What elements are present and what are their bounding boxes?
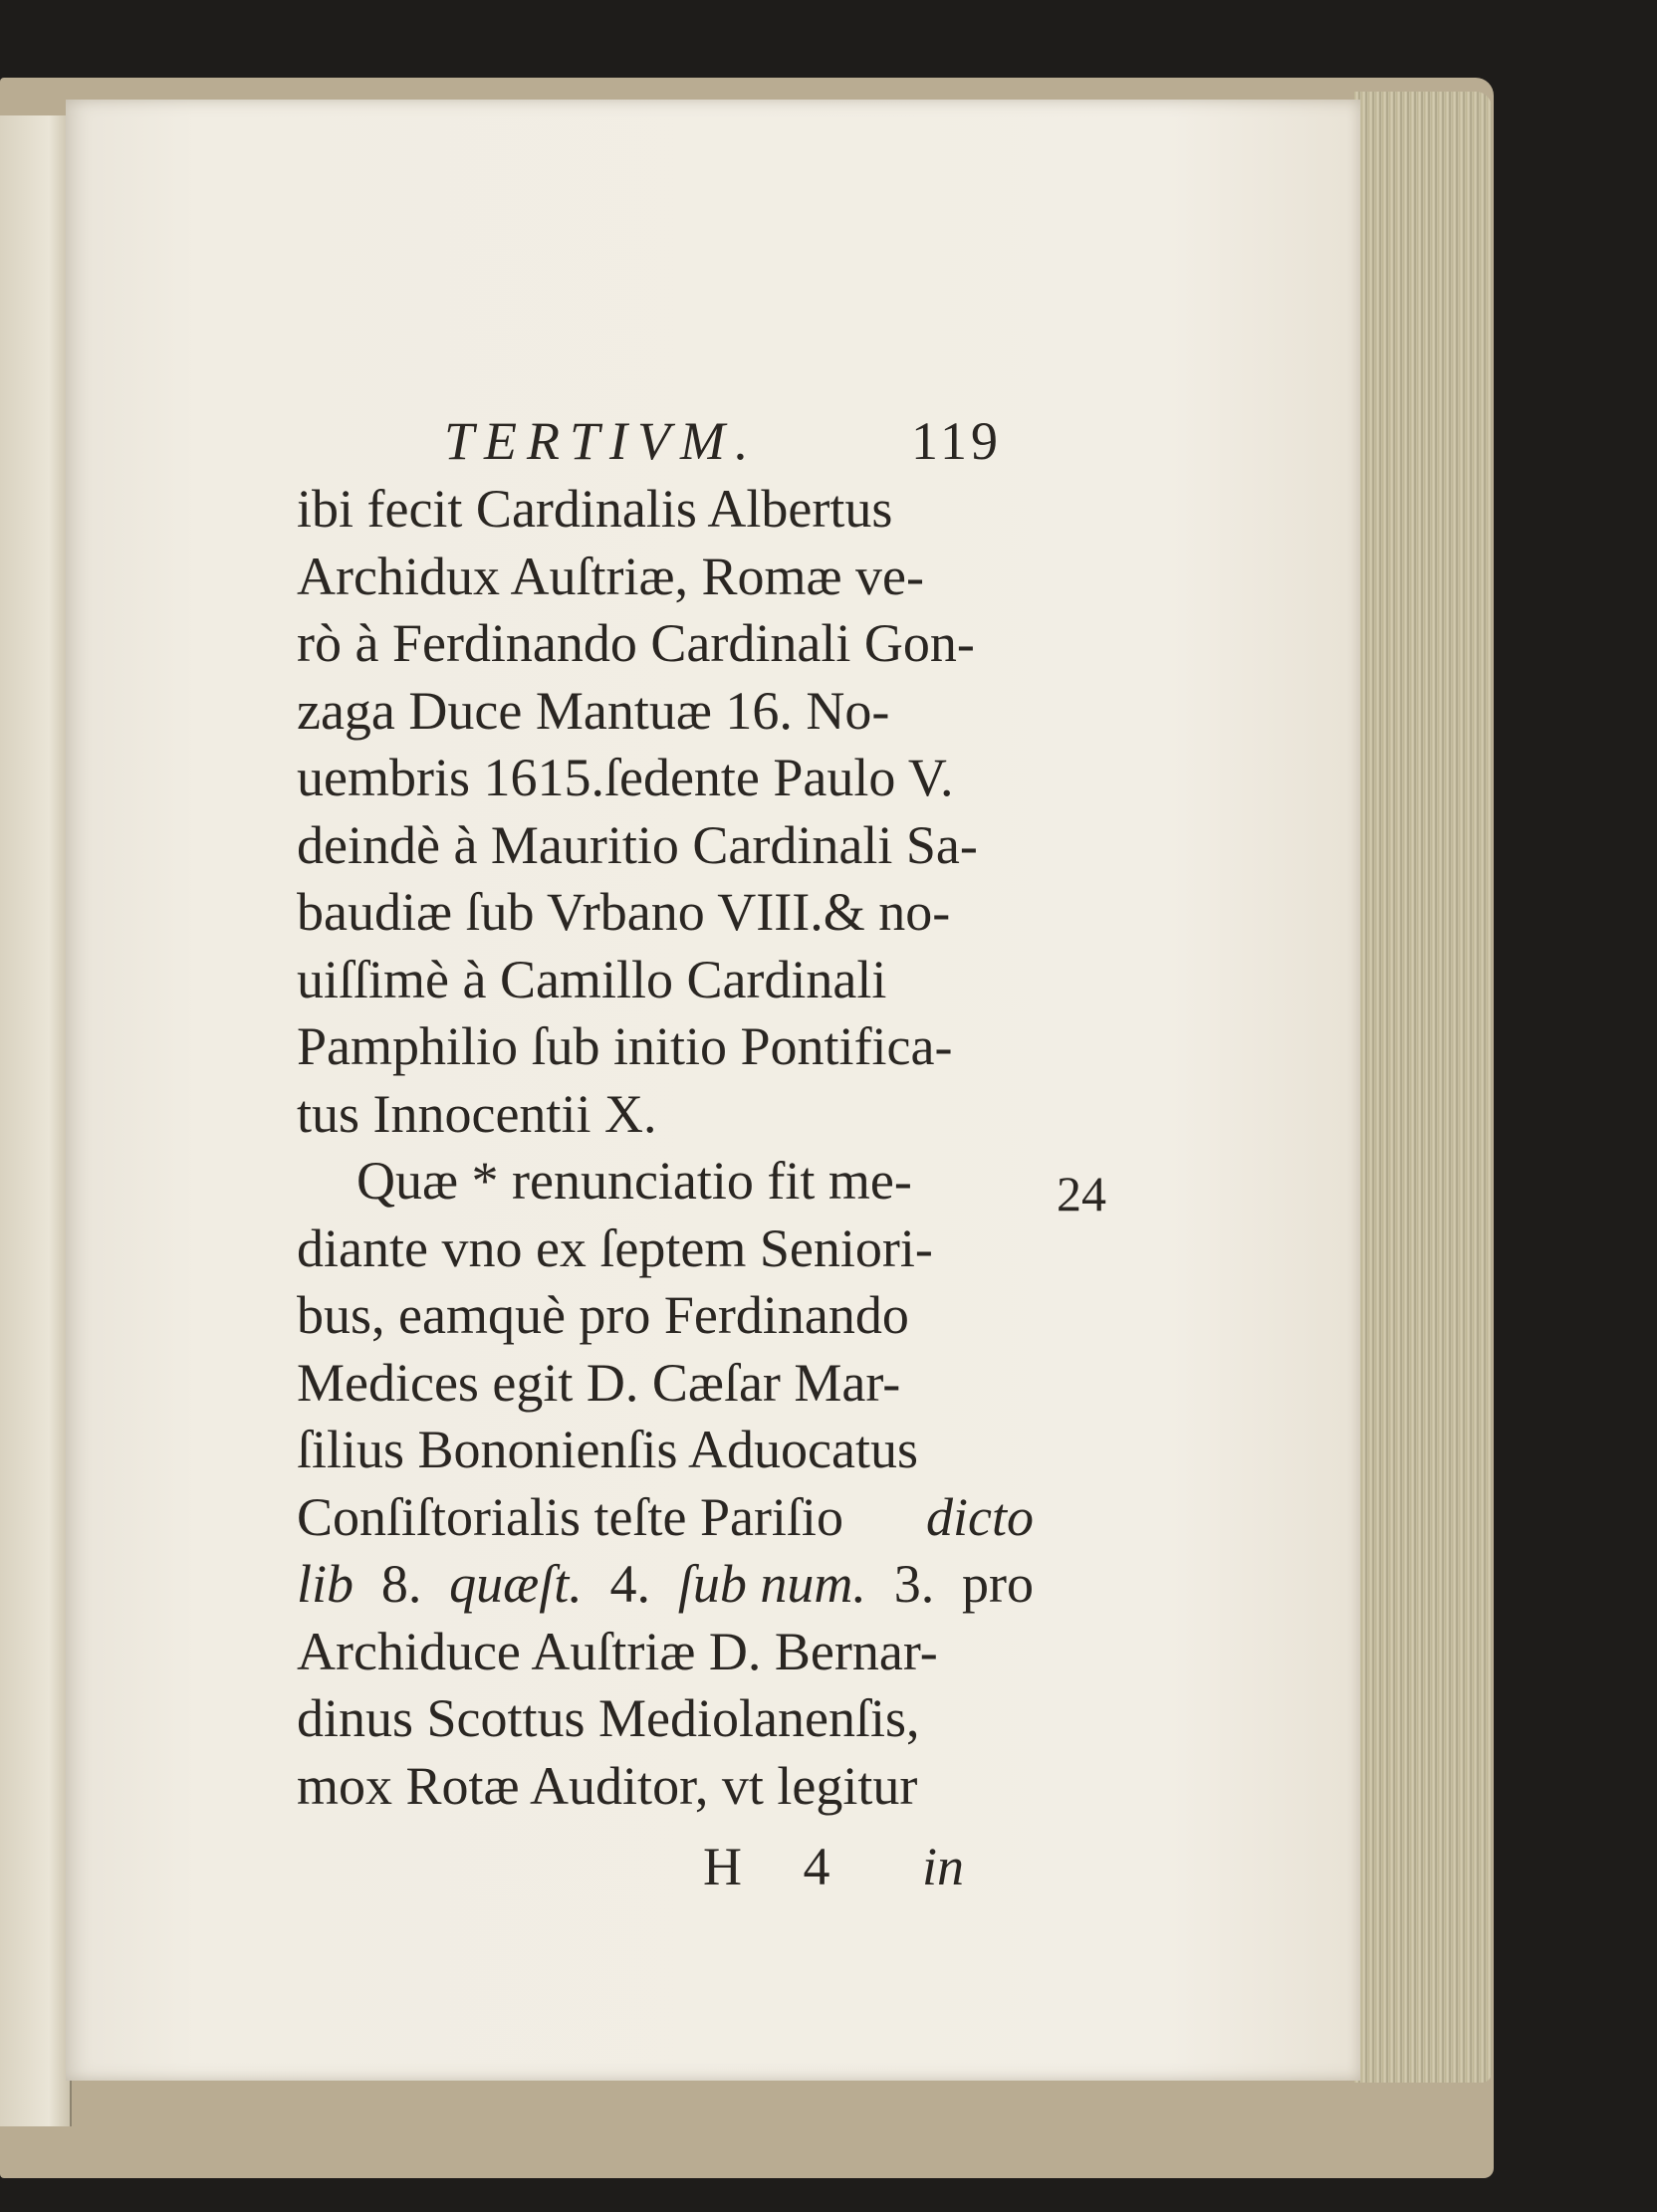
text-line: zaga Duce Mantuæ 16. No-: [297, 680, 890, 741]
text-line: diante vno ex ſeptem Seniori-: [297, 1217, 933, 1278]
running-head-title: TERTIVM.: [444, 411, 759, 471]
text-line: mox Rotæ Auditor, vt legitur: [297, 1755, 918, 1816]
text-line: rò à Ferdinando Cardinali Gon-: [297, 613, 975, 673]
text-line: Pamphilio ſub initio Pontifica-: [297, 1016, 953, 1076]
text-line: ibi fecit Cardinalis Albertus: [297, 479, 893, 539]
text-line: deindè à Mauritio Cardinali Sa-: [297, 814, 978, 875]
citation-number: 3.: [893, 1554, 935, 1614]
text-line-start: Conſiſtorialis teſte Pariſio: [297, 1486, 843, 1547]
text-word: pro: [962, 1554, 1034, 1614]
signature-mark: H 4: [703, 1837, 854, 1896]
text-line: [297, 1484, 1034, 1552]
citation-number: 4.: [609, 1554, 651, 1614]
running-head: [444, 410, 1002, 480]
text-line: uiſſimè à Camillo Cardinali: [297, 949, 887, 1009]
text-line: uembris 1615.ſedente Paulo V.: [297, 748, 954, 807]
citation-number: 8.: [380, 1554, 422, 1614]
text-line: Archiduce Auſtriæ D. Bernar-: [297, 1621, 938, 1681]
body-text: [297, 476, 1034, 1820]
text-line: Quæ * renunciatio fit me-: [356, 1151, 912, 1211]
text-line: dinus Scottus Mediolanenſis,: [297, 1688, 920, 1748]
left-page-edge: [0, 115, 72, 2126]
italic-word: dicto: [926, 1486, 1034, 1547]
italic-citation: ſub num.: [677, 1554, 866, 1614]
italic-citation: lib: [297, 1554, 355, 1614]
text-line: Medices egit D. Cæſar Mar-: [297, 1352, 901, 1413]
text-line: ſilius Bononienſis Aduocatus: [297, 1420, 919, 1479]
text-line: bus, eamquè pro Ferdinando: [297, 1285, 909, 1345]
italic-citation: quæſt.: [449, 1554, 583, 1614]
book-page: [66, 100, 1360, 2081]
text-line: baudiæ ſub Vrbano VIII.& no-: [297, 882, 951, 942]
marginal-note: 24: [1057, 1166, 1106, 1221]
catchword: in: [922, 1837, 965, 1896]
text-line: tus Innocentii X.: [297, 1083, 657, 1144]
text-line: Archidux Auſtriæ, Romæ ve-: [297, 546, 924, 606]
text-line: [297, 1551, 1034, 1619]
page-number: 119: [911, 411, 1002, 471]
page-fore-edge: [1354, 92, 1492, 2083]
